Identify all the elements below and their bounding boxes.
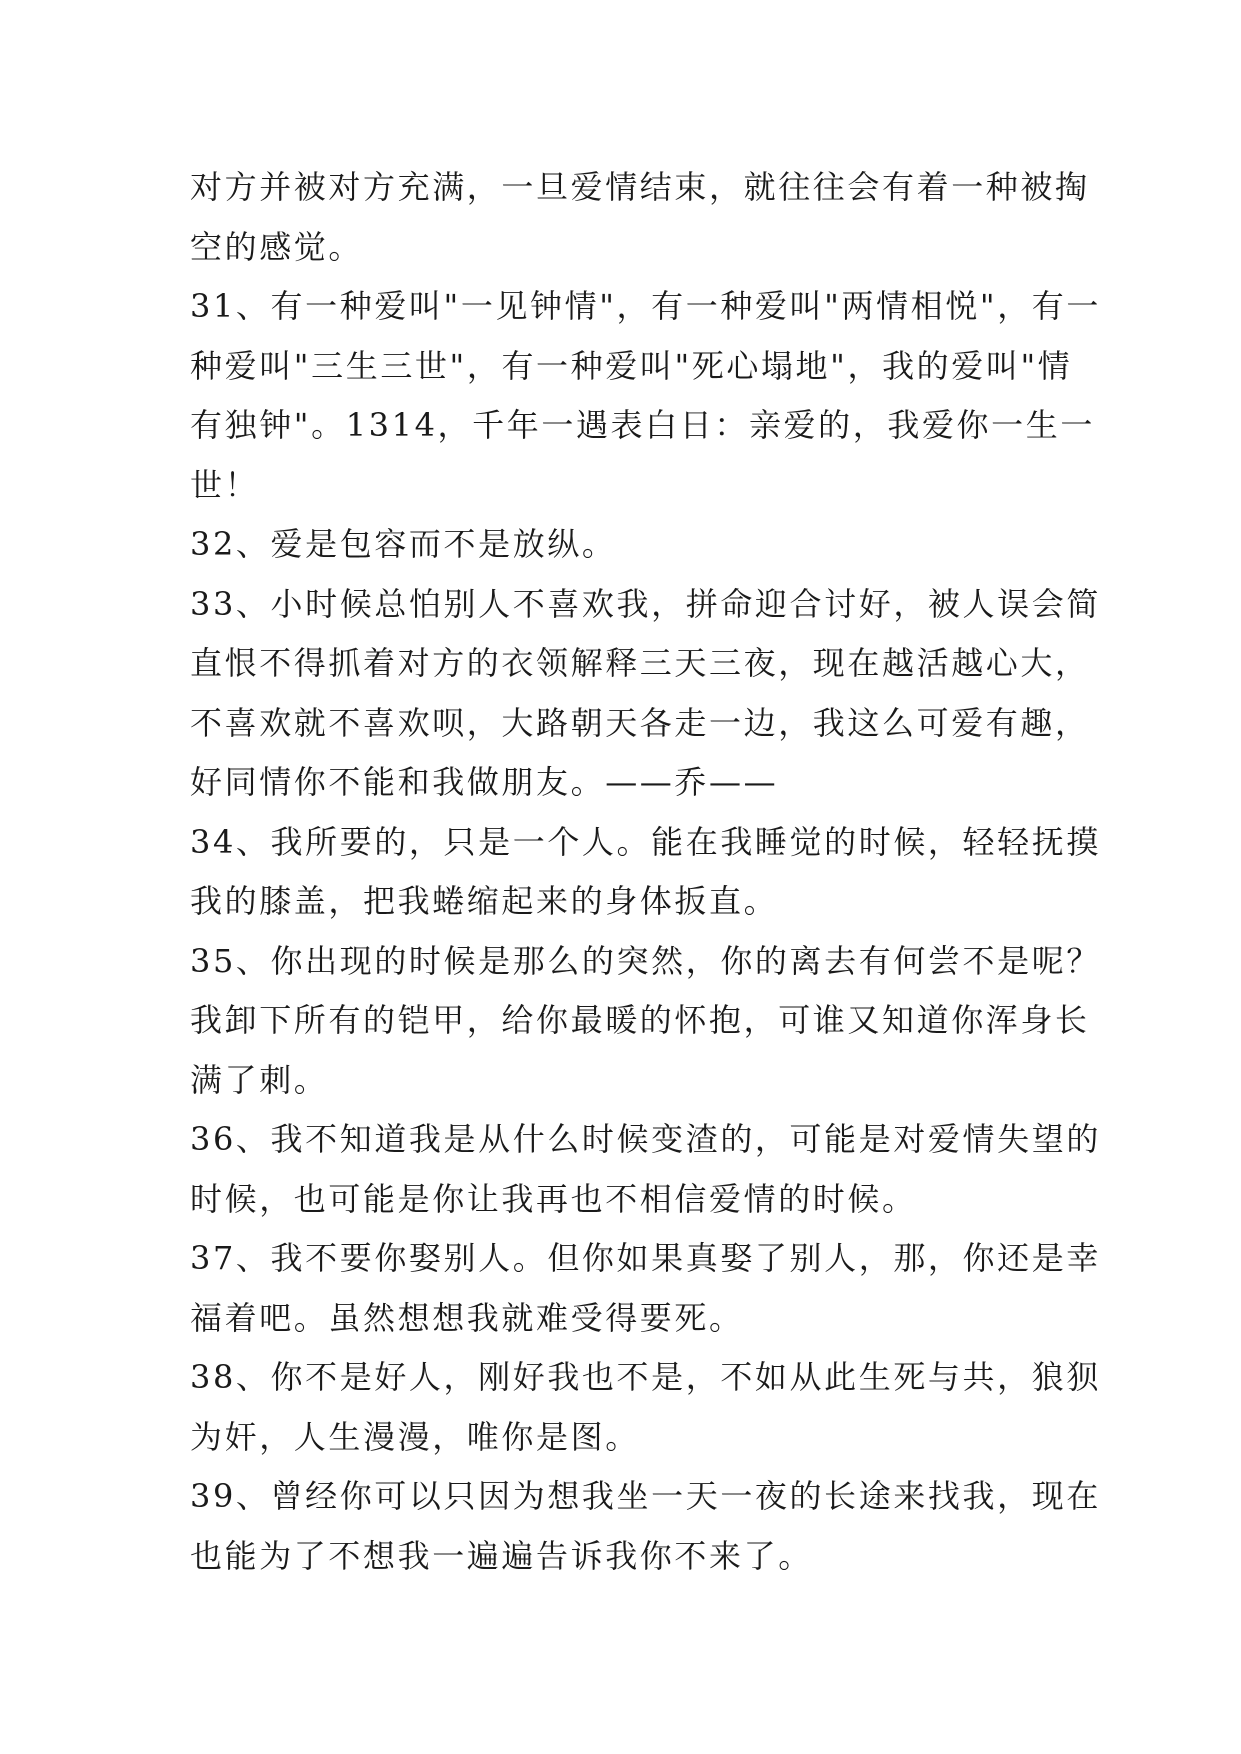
text-line: 空的感觉。 [190,227,364,266]
text-line: 满了刺。 [190,1060,329,1099]
text-line: 33、小时候总怕别人不喜欢我，拼命迎合讨好，被人误会简 [190,584,1101,623]
text-line: 直恨不得抓着对方的衣领解释三天三夜，现在越活越心大， [190,644,1090,682]
text-line: 有独钟"。1314，千年一遇表白日：亲爱的，我爱你一生一 [190,406,1095,444]
text-line: 35、你出现的时候是那么的突然，你的离去有何尝不是呢？ [190,941,1101,980]
text-line: 种爱叫"三生三世"，有一种爱叫"死心塌地"，我的爱叫"情 [190,346,1073,385]
text-line: 38、你不是好人，刚好我也不是，不如从此生死与共，狼狈 [190,1358,1101,1396]
text-line: 37、我不要你娶别人。但你如果真娶了别人，那，你还是幸 [190,1239,1101,1277]
text-line: 也能为了不想我一遍遍告诉我你不来了。 [190,1536,813,1575]
text-line: 我卸下所有的铠甲，给你最暖的怀抱，可谁又知道你浑身长 [190,1001,1090,1039]
text-line: 时候，也可能是你让我再也不相信爱情的时候。 [190,1179,917,1218]
text-line: 世！ [190,465,260,504]
document-body [190,158,1101,1586]
text-line: 为奸，人生漫漫，唯你是图。 [190,1417,640,1456]
text-line: 39、曾经你可以只因为想我坐一天一夜的长途来找我，现在 [190,1477,1101,1515]
text-line: 31、有一种爱叫"一见钟情"，有一种爱叫"两情相悦"，有一 [190,287,1101,325]
text-line: 36、我不知道我是从什么时候变渣的，可能是对爱情失望的 [190,1120,1101,1158]
text-line: 对方并被对方充满，一旦爱情结束，就往往会有着一种被掏 [190,168,1090,206]
text-line: 34、我所要的，只是一个人。能在我睡觉的时候，轻轻抚摸 [190,822,1101,861]
text-line: 福着吧。虽然想想我就难受得要死。 [190,1298,744,1337]
text-line: 32、爱是包容而不是放纵。 [190,525,617,563]
text-line: 我的膝盖，把我蜷缩起来的身体扳直。 [190,882,779,920]
text-line: 不喜欢就不喜欢呗，大路朝天各走一边，我这么可爱有趣， [190,703,1090,742]
text-line: 好同情你不能和我做朋友。——乔—— [190,763,779,801]
